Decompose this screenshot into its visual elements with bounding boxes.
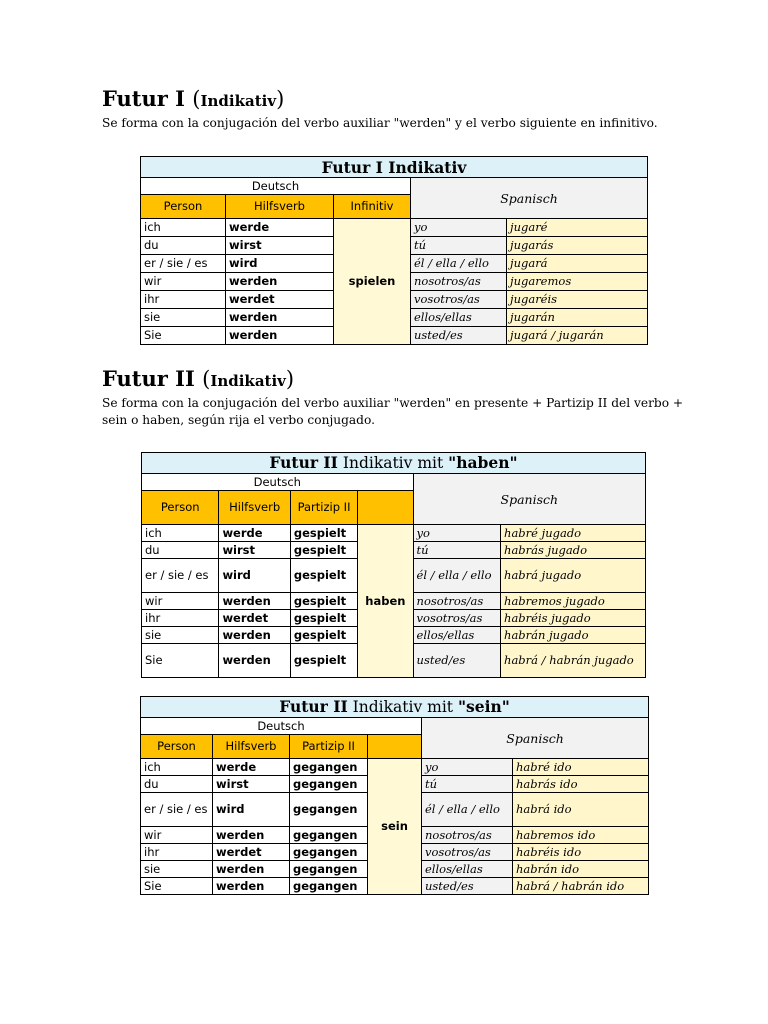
futur2-heading-open: ( [202, 367, 211, 391]
partizip-cell: gegangen [290, 759, 368, 776]
partizip-cell: gespielt [290, 559, 357, 593]
pronoun-es-cell: ellos/ellas [422, 861, 513, 878]
pronoun-es-cell: tú [413, 542, 501, 559]
pronoun-es-cell: vosotros/as [422, 844, 513, 861]
verb-es-cell: habremos jugado [501, 593, 646, 610]
haben-title-mid: Indikativ mit [337, 454, 449, 472]
person-cell: du [141, 776, 213, 793]
hilfsverb-cell: werdet [226, 291, 334, 309]
sein-header-partizip: Partizip II [290, 735, 368, 759]
partizip-cell: gegangen [290, 793, 368, 827]
futur2-heading-sub: Indikativ [210, 372, 286, 390]
person-cell: Sie [142, 644, 219, 678]
person-cell: ihr [141, 291, 226, 309]
person-cell: ich [142, 525, 219, 542]
futur2-description: Se forma con la conjugación del verbo auxiliar "werden" en presente + Partizip II del verbo + sein o haben, según rija el verbo conjugado. [102, 396, 684, 427]
verb-es-cell: habremos ido [513, 827, 649, 844]
hilfsverb-cell: werden [219, 644, 290, 678]
pronoun-es-cell: ellos/ellas [411, 309, 507, 327]
pronoun-es-cell: él / ella / ello [411, 255, 507, 273]
hilfsverb-cell: wirst [219, 542, 290, 559]
futur1-description: Se forma con la conjugación del verbo auxiliar "werden" y el verbo siguiente en infinitivo. [102, 116, 658, 130]
haben-table [141, 452, 646, 678]
verb-es-cell: habré ido [513, 759, 649, 776]
partizip-cell: gespielt [290, 593, 357, 610]
verb-es-cell: habrá ido [513, 793, 649, 827]
hilfsverb-cell: wird [226, 255, 334, 273]
hilfsverb-cell: wird [219, 559, 290, 593]
pronoun-es-cell: tú [422, 776, 513, 793]
partizip-cell: gespielt [290, 610, 357, 627]
hilfsverb-cell: werden [226, 327, 334, 345]
person-cell: sie [141, 309, 226, 327]
hilfsverb-cell: werden [226, 309, 334, 327]
verb-es-cell: jugaremos [507, 273, 648, 291]
sein-spanisch-label: Spanisch [422, 718, 649, 759]
pronoun-es-cell: yo [422, 759, 513, 776]
sein-header-hilfsverb: Hilfsverb [213, 735, 290, 759]
pronoun-es-cell: vosotros/as [411, 291, 507, 309]
pronoun-es-cell: ellos/ellas [413, 627, 501, 644]
futur1-heading-open: ( [192, 87, 201, 111]
sein-aux-cell: sein [368, 759, 422, 895]
pronoun-es-cell: nosotros/as [422, 827, 513, 844]
partizip-cell: gespielt [290, 644, 357, 678]
person-cell: sie [141, 861, 213, 878]
partizip-cell: gespielt [290, 542, 357, 559]
verb-es-cell: habrán ido [513, 861, 649, 878]
sein-title-mid: Indikativ mit [347, 698, 458, 716]
person-cell: er / sie / es [142, 559, 219, 593]
haben-deutsch-label: Deutsch [142, 474, 414, 491]
person-cell: du [141, 237, 226, 255]
verb-es-cell: habré jugado [501, 525, 646, 542]
partizip-cell: gespielt [290, 627, 357, 644]
pronoun-es-cell: usted/es [422, 878, 513, 895]
futur1-infinitiv-cell: spielen [334, 219, 411, 345]
sein-header-empty [368, 735, 422, 759]
futur1-table-title: Futur I Indikativ [141, 157, 648, 178]
futur1-heading-close: ) [276, 87, 285, 111]
sein-deutsch-label: Deutsch [141, 718, 422, 735]
haben-title-end: "haben" [448, 453, 518, 472]
hilfsverb-cell: werdet [213, 844, 290, 861]
hilfsverb-cell: werden [226, 273, 334, 291]
sein-title-end: "sein" [457, 697, 510, 716]
pronoun-es-cell: él / ella / ello [413, 559, 501, 593]
futur1-header-hilfsverb: Hilfsverb [226, 195, 334, 219]
verb-es-cell: habréis jugado [501, 610, 646, 627]
table-row [141, 219, 648, 237]
partizip-cell: gegangen [290, 878, 368, 895]
person-cell: ich [141, 219, 226, 237]
haben-title-main: Futur II [269, 453, 338, 472]
verb-es-cell: jugará / jugarán [507, 327, 648, 345]
partizip-cell: gespielt [290, 525, 357, 542]
pronoun-es-cell: usted/es [411, 327, 507, 345]
verb-es-cell: jugará [507, 255, 648, 273]
verb-es-cell: habrá jugado [501, 559, 646, 593]
futur1-header-infinitiv: Infinitiv [334, 195, 411, 219]
haben-aux-cell: haben [358, 525, 413, 678]
pronoun-es-cell: yo [411, 219, 507, 237]
person-cell: Sie [141, 878, 213, 895]
futur1-header-person: Person [141, 195, 226, 219]
futur1-spanisch-label: Spanisch [411, 178, 648, 219]
hilfsverb-cell: wird [213, 793, 290, 827]
person-cell: er / sie / es [141, 793, 213, 827]
person-cell: ich [141, 759, 213, 776]
hilfsverb-cell: werde [213, 759, 290, 776]
haben-spanisch-label: Spanisch [413, 474, 645, 525]
verb-es-cell: jugaréis [507, 291, 648, 309]
sein-table [140, 696, 649, 895]
hilfsverb-cell: werden [213, 861, 290, 878]
haben-header-partizip: Partizip II [290, 491, 357, 525]
haben-header-person: Person [142, 491, 219, 525]
sein-title-main: Futur II [279, 697, 348, 716]
partizip-cell: gegangen [290, 861, 368, 878]
person-cell: wir [141, 827, 213, 844]
haben-table-title [142, 453, 646, 474]
table-row [142, 525, 646, 542]
hilfsverb-cell: wirst [213, 776, 290, 793]
futur1-table [140, 156, 648, 345]
futur1-heading [102, 86, 284, 111]
pronoun-es-cell: nosotros/as [413, 593, 501, 610]
person-cell: ihr [141, 844, 213, 861]
partizip-cell: gegangen [290, 827, 368, 844]
verb-es-cell: habrá / habrán ido [513, 878, 649, 895]
partizip-cell: gegangen [290, 844, 368, 861]
futur2-heading-close: ) [285, 367, 295, 391]
pronoun-es-cell: usted/es [413, 644, 501, 678]
verb-es-cell: jugarás [507, 237, 648, 255]
verb-es-cell: habrán jugado [501, 627, 646, 644]
hilfsverb-cell: werde [219, 525, 290, 542]
person-cell: wir [141, 273, 226, 291]
futur1-deutsch-label: Deutsch [141, 178, 411, 195]
person-cell: wir [142, 593, 219, 610]
pronoun-es-cell: vosotros/as [413, 610, 501, 627]
futur2-heading [102, 366, 294, 391]
person-cell: er / sie / es [141, 255, 226, 273]
pronoun-es-cell: tú [411, 237, 507, 255]
partizip-cell: gegangen [290, 776, 368, 793]
pronoun-es-cell: él / ella / ello [422, 793, 513, 827]
verb-es-cell: jugaré [507, 219, 648, 237]
verb-es-cell: jugarán [507, 309, 648, 327]
verb-es-cell: habrás ido [513, 776, 649, 793]
futur1-heading-main: Futur I [102, 86, 185, 111]
hilfsverb-cell: werden [219, 627, 290, 644]
hilfsverb-cell: wirst [226, 237, 334, 255]
haben-header-empty [358, 491, 413, 525]
sein-header-person: Person [141, 735, 213, 759]
hilfsverb-cell: werden [219, 593, 290, 610]
verb-es-cell: habrás jugado [501, 542, 646, 559]
person-cell: sie [142, 627, 219, 644]
person-cell: ihr [142, 610, 219, 627]
verb-es-cell: habréis ido [513, 844, 649, 861]
verb-es-cell: habrá / habrán jugado [501, 644, 646, 678]
pronoun-es-cell: yo [413, 525, 501, 542]
table-row [141, 759, 649, 776]
haben-header-hilfsverb: Hilfsverb [219, 491, 290, 525]
person-cell: Sie [141, 327, 226, 345]
sein-table-title [141, 697, 649, 718]
person-cell: du [142, 542, 219, 559]
futur2-heading-main: Futur II [102, 366, 195, 391]
hilfsverb-cell: werden [213, 827, 290, 844]
futur1-heading-sub: Indikativ [200, 92, 277, 110]
hilfsverb-cell: werden [213, 878, 290, 895]
pronoun-es-cell: nosotros/as [411, 273, 507, 291]
hilfsverb-cell: werde [226, 219, 334, 237]
hilfsverb-cell: werdet [219, 610, 290, 627]
